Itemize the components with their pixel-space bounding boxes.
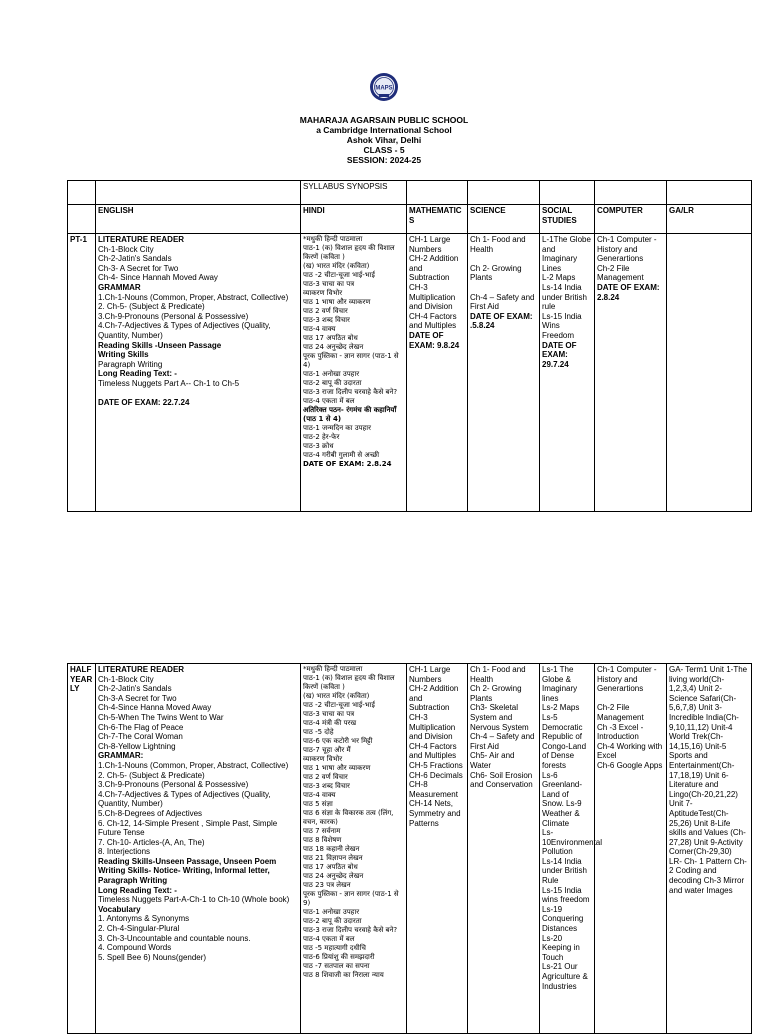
pt1-english-cell (96, 234, 301, 512)
pt1-computer-cell (595, 234, 667, 512)
syllabus-line: Ls-20 Keeping in Touch (542, 933, 580, 962)
syllabus-line: पाठ 7 सर्वनाम (303, 827, 341, 835)
syllabus-line: Timeless Nuggets Part A-- Ch-1 to Ch-5 (98, 378, 240, 388)
syllabus-line: Timeless Nuggets Part-A-Ch-1 to Ch-10 (Whole book) (98, 895, 290, 905)
syllabus-line: Ls-15 India Wins Freedom (542, 311, 582, 340)
syllabus-line: पूरक पुस्तिका - ज्ञान सागर (पाठ-1 से 9) (303, 890, 399, 907)
syllabus-line: *मधुकी हिन्दी पाठमाला (303, 235, 363, 243)
syllabus-line: GRAMMAR: (98, 751, 144, 761)
school-location: Ashok Vihar, Delhi (346, 135, 422, 145)
syllabus-line: पाठ 17 अपठित बोध (303, 863, 358, 871)
syllabus-line: पाठ-4 वाक्य (303, 791, 336, 799)
syllabus-line: Ls-6 Greenland- Land of Snow. Ls-9 Weather & Climate (542, 770, 583, 828)
syllabus-line: पाठ 1 भाषा और व्याकरण (303, 764, 371, 772)
syllabus-line: पाठ-3 शब्द विचार (303, 316, 350, 324)
syllabus-line: 2. Ch-5- (Subject & Predicate) (98, 302, 205, 312)
syllabus-line: CH-6 Decimals (409, 770, 463, 780)
syllabus-line: DATE OF EXAM: 22.7.24 (98, 398, 190, 408)
syllabus-line: Ls-2 Maps (542, 703, 580, 713)
syllabus-line: Ch -3 Excel - Introduction (597, 722, 644, 742)
syllabus-line: पाठ-2 बापू की उदारता (303, 917, 362, 925)
school-logo (369, 72, 399, 102)
syllabus-line: पाठ -2 चीटा-चूजा भाई-भाई (303, 271, 375, 279)
syllabus-line: पाठ 5 संज्ञा (303, 800, 333, 808)
syllabus-line (470, 283, 537, 293)
syllabus-line: पाठ-2 हेर-फेर (303, 433, 340, 441)
syllabus-line: CH-4 Factors and Multiples (409, 741, 457, 761)
syllabus-line: पाठ-4 मंत्री की परख (303, 719, 357, 727)
syllabus-line: Ls-5 Democratic Republic of Congo-Land of Dense forests (542, 712, 587, 770)
syllabus-line: (ख) भारत मंदिर (कविता) (303, 692, 370, 700)
syllabus-line: Ch3- Skeletal System and Nervous System (470, 703, 529, 732)
syllabus-line: पाठ 8 शिवाजी का निराला न्याय (303, 971, 384, 979)
pt1-hindi-cell (301, 234, 407, 512)
syllabus-line: Ch-4 – Safety and First Aid (470, 732, 535, 751)
syllabus-line: L-2 Maps (542, 273, 576, 283)
syllabus-line: 3. Ch-3-Uncountable and countable nouns. (98, 933, 251, 943)
syllabus-line: पूरक पुस्तिका - ज्ञान सागर (पाठ-1 से 4) (303, 352, 399, 369)
syllabus-line: CH-4 Factors and Multiples (409, 311, 457, 331)
syllabus-line: CH-3 Multiplication and Division (409, 282, 456, 312)
hy-math-cell (407, 664, 468, 1034)
syllabus-line: DATE OF EXAM: .5.8.24 (470, 311, 533, 331)
col-header-computer: COMPUTER (595, 205, 667, 234)
syllabus-line: LR- Ch- 1 Pattern Ch-2 Coding and decoding Ch-3 Mirror and water Images (669, 856, 747, 895)
syllabus-line: Ch-2-Jatin's Sandals (98, 254, 172, 264)
hy-hindi-cell (301, 664, 407, 1034)
syllabus-line: पाठ 17 अपठित बोध (303, 334, 358, 342)
syllabus-line: पाठ 6 संज्ञा के विकारक तत्व (लिंग, वचन, कारक) (303, 809, 394, 826)
syllabus-line: L-1The Globe and Imaginary Lines (542, 235, 591, 273)
syllabus-line: पाठ-3 राजा दिलीप चरवाहे कैसे बने? (303, 388, 398, 396)
hy-english-cell (96, 664, 301, 1034)
syllabus-line: पाठ-6 प्रियांशु की समझदारी (303, 953, 375, 961)
syllabus-line: 5. Spell Bee 6) Nouns(gender) (98, 952, 207, 962)
pt1-math-cell (407, 234, 468, 512)
syllabus-line: Ls-15 India wins freedom (542, 885, 590, 905)
syllabus-line: CH-1 Large Numbers (409, 665, 451, 684)
col-header-english: ENGLISH (96, 205, 301, 234)
syllabus-table-half-yearly (67, 663, 752, 1034)
col-header-math: MATHEMATICS (407, 205, 468, 234)
pt1-science-cell (468, 234, 540, 512)
syllabus-line: Writing Skills (98, 350, 149, 360)
syllabus-line: CH-3 Multiplication and Division (409, 712, 456, 742)
syllabus-line: Ch-6 Google Apps (597, 760, 663, 770)
syllabus-line: 2. Ch-4-Singular-Plural (98, 924, 180, 934)
syllabus-line: Ch-3- A Secret for Two (98, 263, 179, 273)
syllabus-line: पाठ-1 जन्मदिन का उपहार (303, 424, 371, 432)
row-label-pt1: PT-1 (68, 234, 96, 512)
syllabus-line: DATE OF EXAM: 2.8.24 (303, 460, 392, 468)
syllabus-line: 6. Ch-12, 14-Simple Present , Simple Past, Simple Future Tense (98, 818, 278, 838)
syllabus-line: Ch-4- Since Hannah Moved Away (98, 273, 218, 283)
syllabus-line: Ls-14 India under British Rule (542, 856, 587, 886)
row-label-half-yearly: HALF YEARLY (68, 664, 96, 1034)
syllabus-line: पाठ-6 एक कटोरी भर मिट्टी (303, 737, 373, 745)
syllabus-line: पाठ 2 वर्ण विचार (303, 307, 348, 315)
syllabus-line: पाठ -5 दोहे (303, 728, 334, 736)
syllabus-line: Ch-1 Computer - History and Generartions (597, 235, 657, 264)
syllabus-line (470, 254, 537, 264)
syllabus-line: व्याकरण विभोर (303, 289, 343, 297)
syllabus-line: Ch-2-Jatin's Sandals (98, 684, 172, 694)
syllabus-line: Ch-6-The Flag of Peace (98, 722, 184, 732)
blank-cell (68, 181, 96, 205)
syllabus-line: GA- Term1 Unit 1-The living world(Ch-1,2,3,4) Unit 2-Science Safari(Ch-5,6,7,8) Unit 3-Incredible India(Ch-9,10,11,12) Unit-4 World Trek(Ch-14,15,16) Unit-5 Sports and Entertainment(Ch-17,18,19) Unit 6-Literature and Lingo(Ch-20,21,22) Unit 7- AptitudeTest(Ch-25,26) Unit 8-Life skills and Values (Ch-27,28) Unit 9-Activity Corner(Ch-29,30) (669, 665, 748, 857)
school-name: MAHARAJA AGARSAIN PUBLIC SCHOOL (299, 115, 469, 125)
syllabus-line: Ch5- Air and Water (470, 751, 515, 770)
syllabus-line: Reading Skills -Unseen Passage (98, 340, 222, 350)
hy-computer-cell (595, 664, 667, 1034)
syllabus-line: पाठ-3 क्रोध (303, 442, 334, 450)
syllabus-line: Long Reading Text: - (98, 369, 177, 379)
syllabus-line (597, 694, 664, 704)
syllabus-line: पाठ 2 वर्ण विचार (303, 773, 348, 781)
syllabus-line: 4.Ch-7-Adjectives & Types of Adjectives (Quality, Quantity, Number) (98, 789, 271, 809)
syllabus-line: Ch-4 Working with Excel (597, 741, 663, 761)
syllabus-line: 4.Ch-7-Adjectives & Types of Adjectives (Quality, Quantity, Number) (98, 321, 271, 340)
syllabus-line: Ls-1 The Globe & Imaginary lines (542, 665, 578, 703)
syllabus-line: LITERATURE READER (98, 665, 185, 674)
syllabus-line: पाठ 23 पत्र लेखन (303, 881, 351, 889)
syllabus-line: (ख) भारत मंदिर (कविता) (303, 262, 370, 270)
syllabus-line: GRAMMAR (98, 282, 141, 292)
syllabus-line: पाठ 24 अनुच्छेद लेखन (303, 343, 364, 351)
pt1-social-cell (540, 234, 595, 512)
syllabus-line: CH-14 Nets, Symmetry and Patterns (409, 799, 461, 828)
table-title: SYLLABUS SYNOPSIS (301, 181, 407, 205)
syllabus-line: Ch-1-Block City (98, 244, 154, 254)
syllabus-line: 3.Ch-9-Pronouns (Personal & Possessive) (98, 780, 249, 790)
syllabus-line: Ls-19 Conquering Distances (542, 904, 584, 934)
session-label: SESSION: 2024-25 (346, 155, 422, 165)
syllabus-line: Ch-4 – Safety and First Aid (470, 292, 535, 312)
syllabus-line: व्याकरण विभोर (303, 755, 343, 763)
syllabus-line: पाठ-1 अनोखा उपहार (303, 370, 360, 378)
hy-social-cell (540, 664, 603, 1034)
syllabus-line: Vocabulary (98, 904, 141, 914)
school-affiliation: a Cambridge International School (316, 125, 452, 135)
syllabus-line: पाठ -5 महात्यागी दधीचि (303, 944, 366, 952)
syllabus-line: Ch-1-Block City (98, 674, 154, 684)
syllabus-line: Long Reading Text: - (98, 885, 177, 895)
syllabus-line: Reading Skills-Unseen Passage, Unseen Poem (98, 856, 277, 866)
syllabus-line: Ch 1- Food and Health (470, 235, 526, 254)
syllabus-line: CH-2 Addition and Subtraction (409, 684, 459, 713)
syllabus-line: Ch-7-The Coral Woman (98, 732, 183, 742)
syllabus-line: 1.Ch-1-Nouns (Common, Proper, Abstract, Collective) (98, 760, 289, 770)
syllabus-line: Ls-14 India under British rule (542, 282, 587, 312)
syllabus-line: 7. Ch-10- Articles-(A, An, The) (98, 837, 205, 847)
syllabus-table-pt1 (67, 180, 752, 512)
syllabus-line: पाठ 18 कहानी लेखन (303, 845, 360, 853)
syllabus-line: LITERATURE READER (98, 235, 185, 244)
syllabus-line: DATE OF EXAM: 2.8.24 (597, 282, 660, 302)
syllabus-line (98, 389, 298, 399)
blank-cell (96, 181, 301, 205)
syllabus-line: Writing Skills- Notice- Writing, Informal letter, Paragraph Writing (98, 866, 270, 886)
syllabus-line: पाठ-4 एकता में बल (303, 935, 355, 943)
syllabus-line: Ch-1 Computer - History and Generartions (597, 665, 657, 694)
syllabus-line: 5.Ch-8-Degrees of Adjectives (98, 808, 203, 818)
school-header (0, 115, 768, 165)
syllabus-line: Ls-21 Our Agriculture & Industries (542, 962, 588, 991)
syllabus-line: CH-8 Measurement (409, 780, 458, 799)
syllabus-line: Ch-2 File Management (597, 703, 644, 722)
syllabus-line: CH-2 Addition and Subtraction (409, 254, 459, 283)
syllabus-line: CH-5 Fractions (409, 760, 463, 770)
syllabus-line: Ch-4-Since Hanna Moved Away (98, 703, 212, 713)
syllabus-line: पाठ-4 एकता में बल (303, 397, 355, 405)
syllabus-line: 1.Ch-1-Nouns (Common, Proper, Abstract, Collective) (98, 292, 289, 302)
syllabus-line: CH-1 Large Numbers (409, 235, 451, 254)
syllabus-line: Ch6- Soil Erosion and Conservation (470, 770, 533, 790)
logo-text: MAPS (375, 85, 393, 92)
syllabus-line: 2. Ch-5- (Subject & Predicate) (98, 770, 205, 780)
syllabus-line: पाठ-1 (क) विशाल हृदय की विशाल किरणें (कविता ) (303, 244, 395, 261)
syllabus-line: पाठ -2 चीटा-चूजा भाई-भाई (303, 701, 375, 709)
syllabus-line: Paragraph Writing (98, 359, 163, 369)
syllabus-line: पाठ -7 सतपाल का सपना (303, 962, 370, 970)
syllabus-line: पाठ-4 वाक्य (303, 325, 336, 333)
col-header-hindi: HINDI (301, 205, 407, 234)
col-header-social: SOCIAL STUDIES (540, 205, 595, 234)
syllabus-line: पाठ-2 बापू की उदारता (303, 379, 362, 387)
syllabus-line: Ch 2- Growing Plants (470, 684, 522, 703)
syllabus-line: पाठ-4 गरीबी गुलामी से अच्छी (303, 451, 380, 459)
syllabus-line: Ch-5-When The Twins Went to War (98, 712, 224, 722)
syllabus-line: DATE OF EXAM: 29.7.24 (542, 340, 577, 369)
syllabus-line: अतिरिक्त पठन- रंगमंच की कहानियाँ (पाठ 1 से 4) (303, 406, 397, 423)
class-label: CLASS - 5 (363, 145, 405, 155)
col-header-science: SCIENCE (468, 205, 540, 234)
syllabus-line: 8. Interjections (98, 847, 151, 857)
syllabus-line: पाठ 1 भाषा और व्याकरण (303, 298, 371, 306)
hy-science-cell (468, 664, 540, 1034)
syllabus-line: 1. Antonyms & Synonyms (98, 914, 190, 924)
syllabus-line: पाठ-1 (क) विशाल हृदय की विशाल किरणें (कविता ) (303, 674, 395, 691)
hy-galr-cell (667, 664, 752, 1034)
syllabus-line: Ls-10Environmental Pollution (542, 828, 603, 857)
syllabus-line: पाठ-3 राजा दिलीप चरवाहे कैसे बने? (303, 926, 398, 934)
syllabus-line: Ch-8-Yellow Lightning (98, 741, 176, 751)
syllabus-line: Ch-2 File Management (597, 263, 644, 283)
syllabus-line: पाठ-7 चूहा और मैं (303, 746, 351, 754)
syllabus-line: पाठ 8 विशेषण (303, 836, 342, 844)
syllabus-line: Ch 1- Food and Health (470, 665, 526, 684)
pt1-galr-cell (667, 234, 752, 512)
syllabus-line: पाठ-3 चाचा का पत्र (303, 280, 355, 288)
syllabus-line: पाठ 21 विज्ञापन लेखन (303, 854, 363, 862)
syllabus-line: पाठ 24 अनुच्छेद लेखन (303, 872, 364, 880)
syllabus-line: 4. Compound Words (98, 943, 172, 953)
syllabus-line: पाठ-3 चाचा का पत्र (303, 710, 355, 718)
syllabus-line: DATE OF EXAM: 9.8.24 (409, 330, 460, 350)
syllabus-line: Ch-3-A Secret for Two (98, 693, 177, 703)
syllabus-line: *मधुकी हिन्दी पाठमाला (303, 665, 363, 673)
syllabus-line: 3.Ch-9-Pronouns (Personal & Possessive) (98, 311, 249, 321)
syllabus-line: Ch 2- Growing Plants (470, 263, 522, 283)
syllabus-line: पाठ-1 अनोखा उपहार (303, 908, 360, 916)
syllabus-line: पाठ-3 शब्द विचार (303, 782, 350, 790)
col-header-galr: GA/LR (667, 205, 752, 234)
